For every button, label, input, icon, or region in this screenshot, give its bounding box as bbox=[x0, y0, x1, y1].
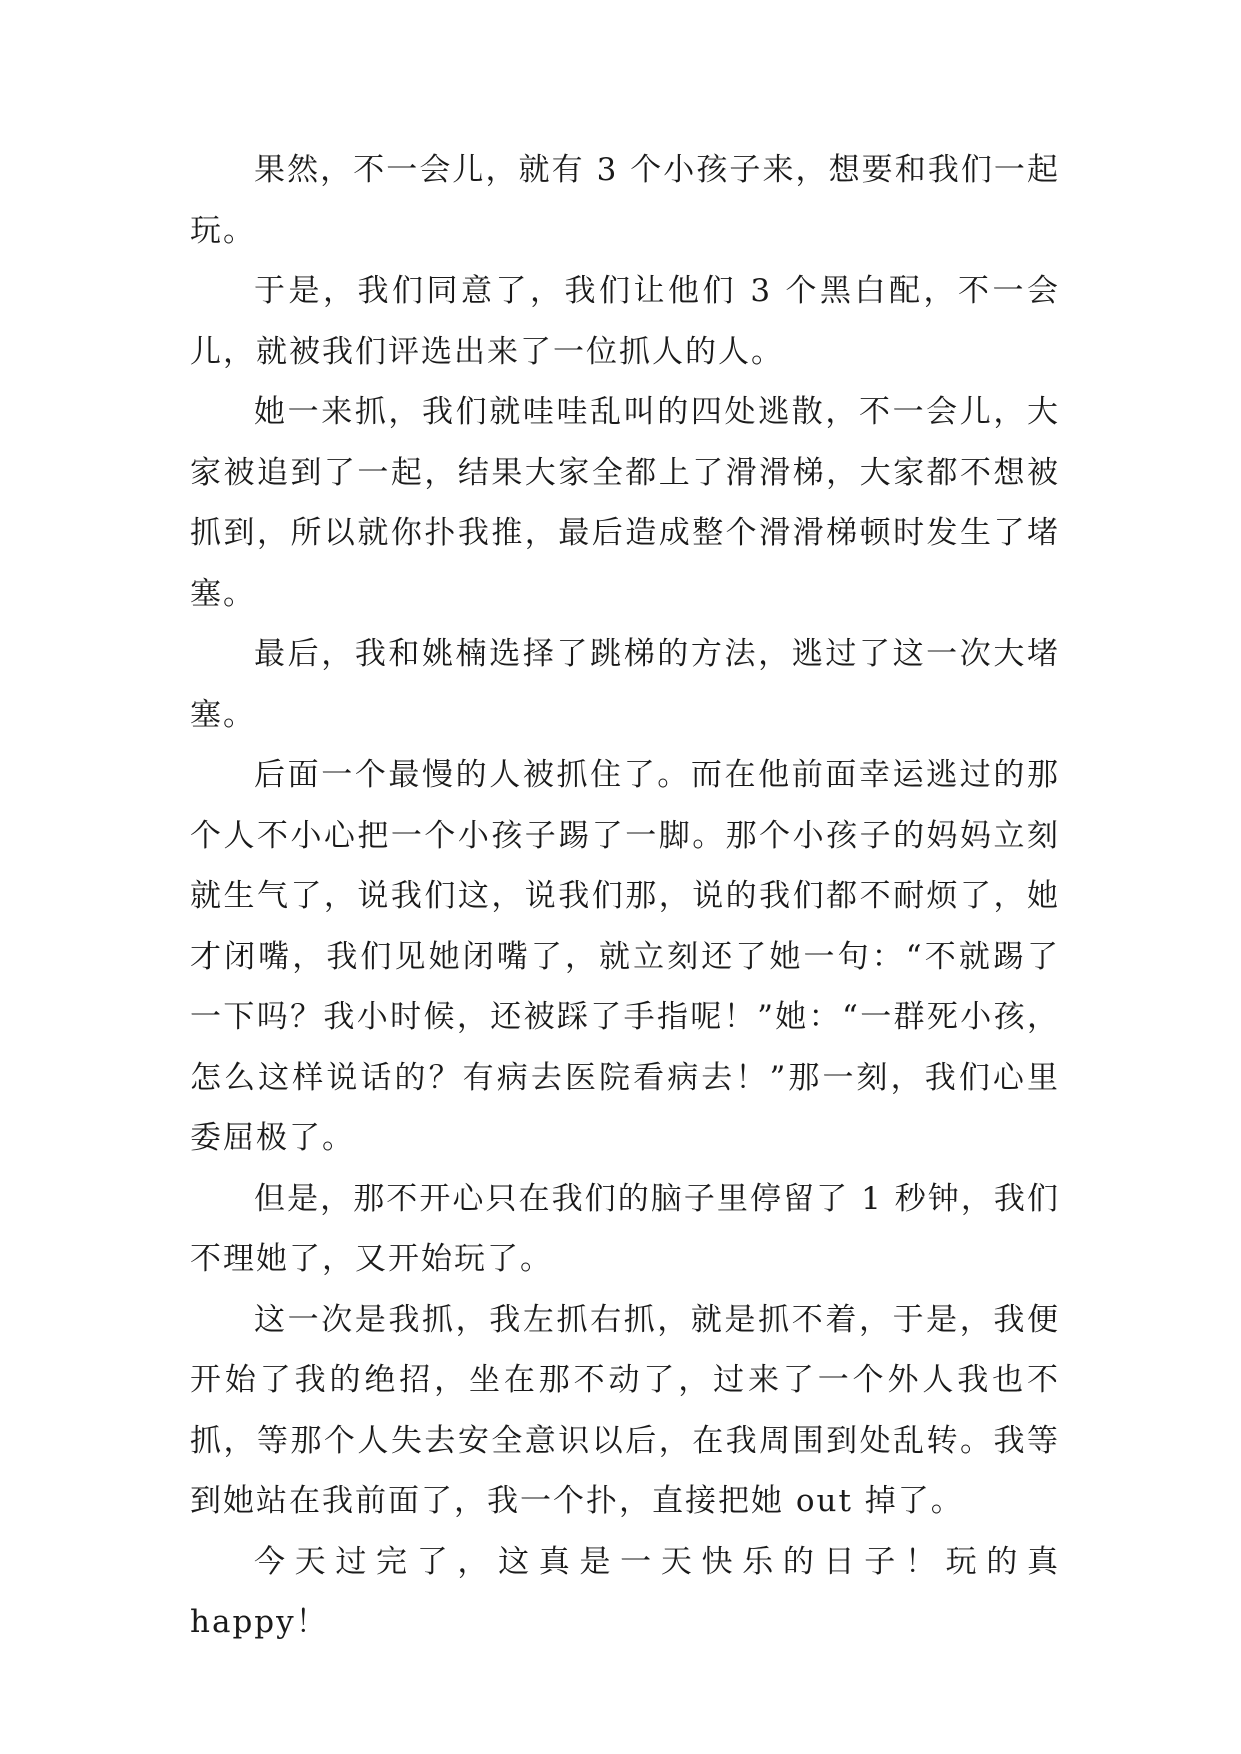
paragraph-1: 果然，不一会儿，就有 3 个小孩子来，想要和我们一起玩。 bbox=[190, 152, 1060, 249]
paragraph-8: 今天过完了，这真是一天快乐的日子！玩的真 happy！ bbox=[190, 1543, 1060, 1640]
paragraph-5: 后面一个最慢的人被抓住了。而在他前面幸运逃过的那个人不小心把一个小孩子踢了一脚。那个小孩子的妈妈立刻就生气了，说我们这，说我们那，说的我们都不耐烦了，她才闭嘴，我们见她闭嘴了，就立刻还了她一句：“不就踢了一下吗？我小时候，还被踩了手指呢！”她：“一群死小孩，怎么这样说话的？有病去医院看病去！”那一刻，我们心里委屈极了。 bbox=[190, 757, 1060, 1156]
paragraph-3: 她一来抓，我们就哇哇乱叫的四处逃散，不一会儿，大家被追到了一起，结果大家全都上了滑滑梯，大家都不想被抓到，所以就你扑我推，最后造成整个滑滑梯顿时发生了堵塞。 bbox=[190, 394, 1060, 612]
paragraph-6: 但是，那不开心只在我们的脑子里停留了 1 秒钟，我们不理她了，又开始玩了。 bbox=[190, 1180, 1060, 1277]
paragraph-4: 最后，我和姚楠选择了跳梯的方法，逃过了这一次大堵塞。 bbox=[190, 636, 1060, 733]
document-body bbox=[190, 140, 1060, 1653]
paragraph-7: 这一次是我抓，我左抓右抓，就是抓不着，于是，我便开始了我的绝招，坐在那不动了，过来了一个外人我也不抓，等那个人失去安全意识以后，在我周围到处乱转。我等到她站在我前面了，我一个扑，直接把她 out 掉了。 bbox=[190, 1301, 1060, 1519]
paragraph-2: 于是，我们同意了，我们让他们 3 个黑白配，不一会儿，就被我们评选出来了一位抓人的人。 bbox=[190, 273, 1060, 370]
